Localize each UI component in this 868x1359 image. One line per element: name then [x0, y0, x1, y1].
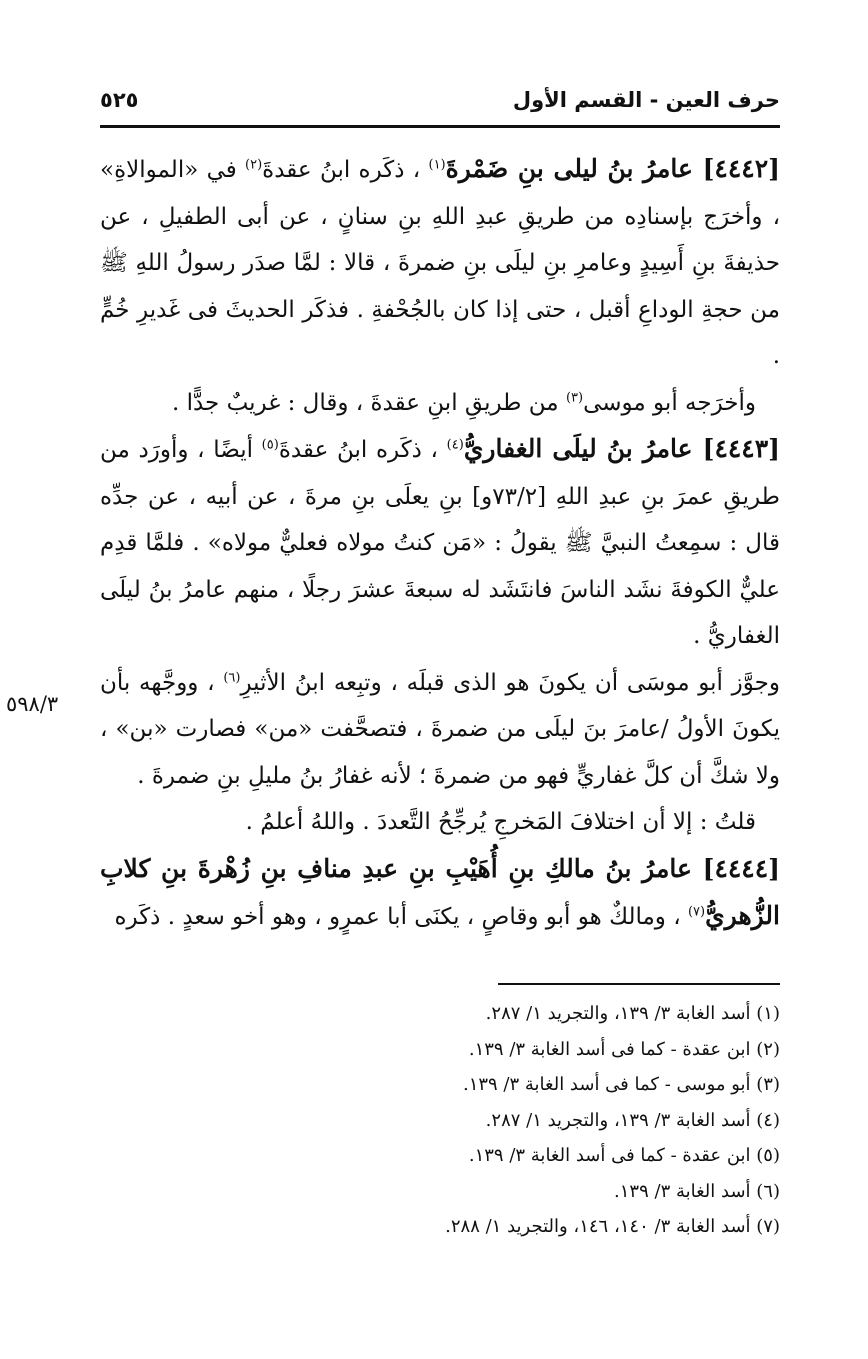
entry-heading: [٤٤٤٤] عامرُ بنُ مالكِ بنِ أُهَيْبِ بنِ عبدِ منافِ بنِ زُهْرةَ بنِ كلابِ الزُّهريُّ — [100, 853, 780, 930]
footnote-5: (٥) ابن عقدة - كما فى أسد الغابة ٣/ ١٣٩. — [468, 1145, 780, 1166]
entry-text: ، ووجَّهه بأن يكونَ الأولُ /عامرَ بنَ ليلَى من ضمرةَ ، فتصحَّفت «من» فصارت «بن» ، ولا شكَّ أن كلَّ غفاريٍّ فهو من ضمرةَ ؛ لأنه غفارُ بنُ مليلِ بنِ ضمرةَ . — [100, 669, 780, 789]
page-header — [100, 84, 780, 124]
footnote-7: (٧) أسد الغابة ٣/ ١٤٠، ١٤٦، والتجريد ١/ ٢٨٨. — [445, 1216, 780, 1237]
footnote-1: (١) أسد الغابة ٣/ ١٣٩، والتجريد ١/ ٢٨٧. — [485, 1003, 780, 1024]
main-text — [100, 146, 780, 941]
entry-text: ، ذكَره ابنُ عقدةَ — [262, 157, 421, 183]
paragraph — [100, 380, 780, 427]
entry-text: قلتُ : إلا أن اختلافَ المَخرجِ يُرجِّحُ التَّعددَ . واللهُ أعلمُ . — [245, 809, 756, 835]
entry-4444 — [100, 846, 780, 941]
paragraph — [100, 799, 780, 846]
footnote-ref: (١) — [428, 157, 446, 173]
entry-text: وجوَّز أبو موسَى أن يكونَ هو الذى قبلَه ، وتبِعه ابنُ الأثيرِ — [240, 669, 780, 696]
entry-text: وأخرَجه أبو موسى — [583, 389, 756, 416]
footnote-ref: (٧) — [687, 904, 706, 920]
footnote-ref: (٤) — [446, 437, 464, 453]
footnotes — [100, 996, 780, 1245]
page-number: ٥٢٥ — [100, 88, 139, 112]
footnote-4: (٤) أسد الغابة ٣/ ١٣٩، والتجريد ١/ ٢٨٧. — [485, 1109, 780, 1131]
footnote-6: (٦) أسد الغابة ٣/ ١٣٩. — [614, 1180, 780, 1202]
footnote-ref: (٦) — [223, 669, 241, 685]
entry-text: ، ذكَره ابنُ عقدةَ — [278, 437, 438, 463]
running-title: حرف العين - القسم الأول — [512, 88, 780, 112]
paragraph — [100, 660, 780, 800]
footnote-ref: (٢) — [245, 157, 263, 173]
header-rule — [100, 125, 780, 128]
entry-text: أيضًا ، وأورَد من طريقِ عمرَ بنِ عبدِ اللهِ [٧٣/٢و] بنِ يعلَى بنِ مرةَ ، عن أبيه ، عن جدِّه قال : سمِعتُ النبيَّ ﷺ يقولُ : «مَن كنتُ مولاه فعليٌّ مولاه» . فلمَّا قدِم عليٌّ الكوفةَ نشَد الناسَ فانتَشَد له سبعةَ عشرَ رجلًا ، منهم عامرُ بنُ ليلَى الغفاريُّ . — [100, 437, 780, 649]
entry-text: في «الموالاةِ» ، وأخرَج بإسنادِه من طريقِ عبدِ اللهِ بنِ سنانٍ ، عن أبى الطفيلِ ، عن حذيفةَ بنِ أَسِيدٍ وعامرِ بنِ ليلَى بنِ ضمرةَ ، قالا : لمَّا صدَر رسولُ اللهِ ﷺ من حجةِ الوداعِ أقبل ، حتى إذا كان بالجُحْفةِ . فذكَر الحديثَ فى غَديرِ خُمٍّ . — [100, 157, 780, 369]
footnote-2: (٢) ابن عقدة - كما فى أسد الغابة ٣/ ١٣٩. — [468, 1038, 780, 1060]
entry-4443 — [100, 426, 780, 660]
entry-heading: [٤٤٤٣] عامرُ بنُ ليلَى الغفاريُّ — [463, 434, 780, 463]
entry-text: من طريقِ ابنِ عقدةَ ، وقال : غريبٌ جدًّا . — [171, 389, 559, 416]
entry-4442 — [100, 146, 780, 380]
footnote-ref: (٣) — [565, 389, 584, 405]
footnote-rule — [498, 983, 780, 985]
margin-page-reference: ٥٩٨/٣ — [6, 692, 59, 716]
footnote-ref: (٥) — [261, 437, 279, 453]
footnote-3: (٣) أبو موسى - كما فى أسد الغابة ٣/ ١٣٩. — [462, 1074, 780, 1095]
entry-heading: [٤٤٤٢] عامرُ بنُ ليلى بنِ ضَمْرةَ — [445, 154, 780, 183]
entry-text: ، ومالكٌ هو أبو وقاصٍ ، يكنَى أبا عمرٍو ، وهو أخو سعدٍ . ذكَره — [114, 904, 681, 930]
